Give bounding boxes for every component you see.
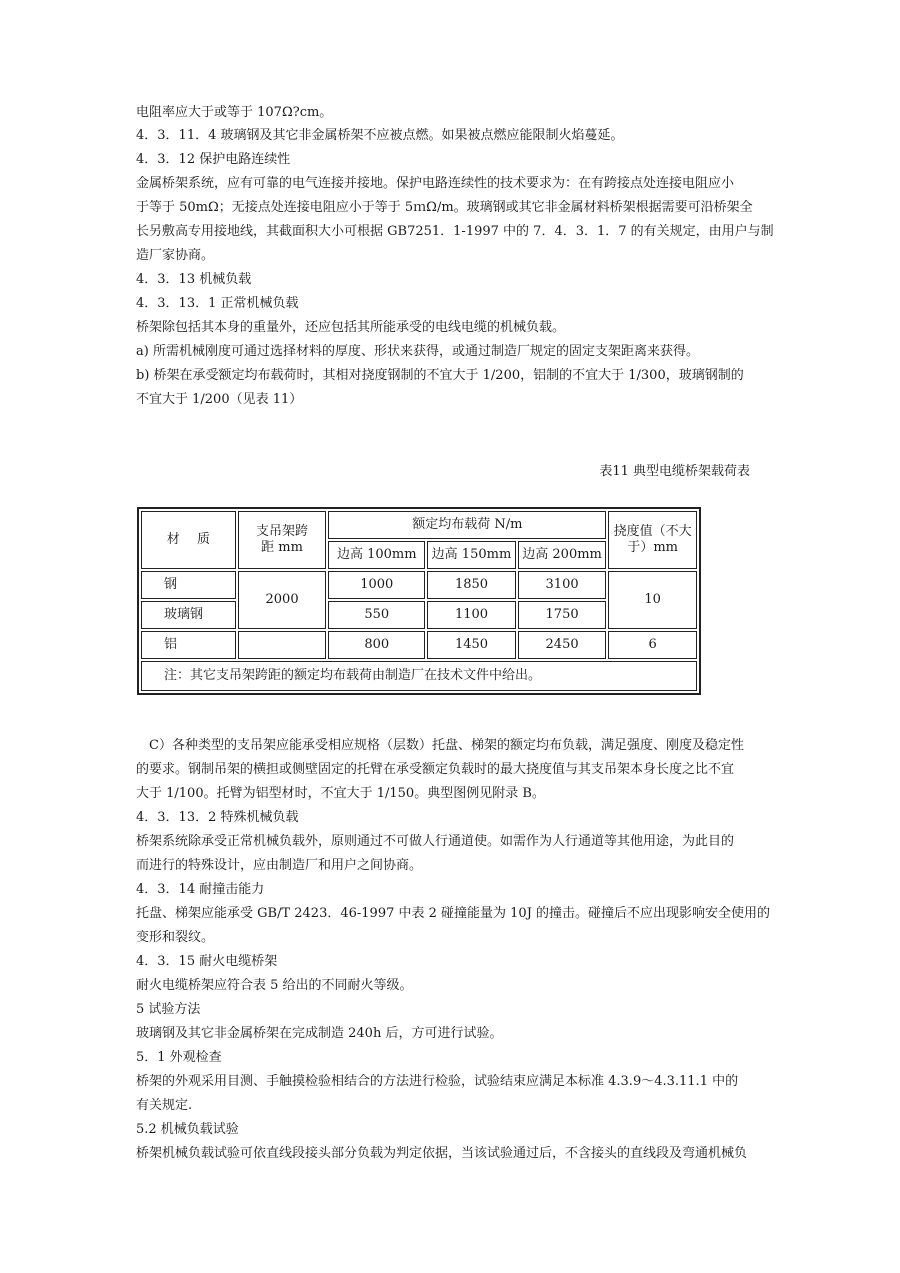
load-table: [137, 507, 701, 695]
text-line: a) 所需机械刚度可通过选择材料的厚度、形状来获得，或通过制造厂规定的固定支架距离来获得。: [136, 344, 699, 359]
section-heading: 4．3．12 保护电路连续性: [136, 152, 291, 167]
text-line: 造厂家协商。: [136, 248, 215, 263]
header-material: 材 质: [141, 511, 236, 569]
table-row: [141, 631, 697, 659]
text-line: 变形和裂纹。: [136, 930, 215, 945]
cell-material: 钢: [141, 571, 236, 599]
cell-value: 1100: [427, 601, 516, 629]
text-line: 桥架的外观采用目测、手触摸检验相结合的方法进行检验，试验结束应满足本标准 4.3.9～4.3.11.1 中的: [136, 1074, 739, 1089]
cell-value: 550: [328, 601, 425, 629]
cell-value: 2450: [518, 631, 607, 659]
section-heading: 5.2 机械负载试验: [136, 1122, 239, 1137]
text-line: 托盘、梯架应能承受 GB/T 2423．46-1997 中表 2 碰撞能量为 10J 的撞击。碰撞后不应出现影响安全使用的: [136, 906, 771, 921]
table-row: [141, 571, 697, 599]
text-line: 大于 1/100。托臂为铝型材时，不宜大于 1/150。典型图例见附录 B。: [136, 786, 545, 801]
cell-value: 1450: [427, 631, 516, 659]
text-line: 长另敷高专用接地线，其截面积大小可根据 GB7251．1-1997 中的 7．4．3．1．7 的有关规定，由用户与制: [136, 224, 774, 239]
header-deflection-line1: 挠度值（不大: [613, 524, 692, 539]
section-heading: 4．3．13．2 特殊机械负载: [136, 810, 299, 825]
text-line: C）各种类型的支吊架应能承受相应规格（层数）托盘、梯架的额定均布负载，满足强度、刚度及稳定性: [136, 738, 744, 753]
section-heading: 5 试验方法: [136, 1002, 201, 1017]
header-sub-150: 边高 150mm: [427, 541, 516, 569]
text-line: 桥架系统除承受正常机械负载外，原则通过不可做人行通道使。如需作为人行通道等其他用途，为此目的: [136, 834, 735, 849]
header-load: 额定均布载荷 N/m: [328, 511, 606, 539]
cell-deflection: 6: [608, 631, 697, 659]
cell-value: 800: [328, 631, 425, 659]
cell-span-empty: [238, 631, 327, 659]
cell-value: 3100: [518, 571, 607, 599]
text-line: 的要求。钢制吊架的横担或侧壁固定的托臂在承受额定负载时的最大挠度值与其支吊架本身长度之比不宜: [136, 762, 735, 777]
header-sub-200: 边高 200mm: [518, 541, 607, 569]
text-line: 玻璃钢及其它非金属桥架在完成制造 240h 后，方可进行试验。: [136, 1026, 503, 1041]
cell-value: 1850: [427, 571, 516, 599]
header-deflection-line2: 于）mm: [627, 540, 679, 555]
text-line: 于等于 50mΩ；无接点处连接电阻应小于等于 5ｍΩ/m。玻璃钢或其它非金属材料桥架根据需要可沿桥架全: [136, 200, 753, 215]
text-line: 耐火电缆桥架应符合表 5 给出的不同耐火等级。: [136, 978, 413, 993]
table-caption: 表11 典型电缆桥架载荷表: [599, 464, 750, 479]
text-line: 有关规定.: [136, 1098, 193, 1113]
text-line: 金属桥架系统，应有可靠的电气连接并接地。保护电路连续性的技术要求为：在有跨接点处连接电阻应小: [136, 176, 735, 191]
cell-material: 玻璃钢: [141, 601, 236, 629]
section-heading: 5．1 外观检查: [136, 1050, 222, 1065]
cell-span: 2000: [238, 571, 327, 629]
section-heading: 4．3．13．1 正常机械负载: [136, 296, 299, 311]
header-span: [238, 511, 327, 569]
header-span-line1: 支吊架跨: [256, 524, 309, 539]
table-note: 注：其它支吊架跨距的额定均布载荷由制造厂在技术文件中给出。: [141, 661, 697, 691]
header-span-line2: 距 mm: [261, 540, 303, 555]
cell-material: 铝: [141, 631, 236, 659]
text-line: 桥架除包括其本身的重量外，还应包括其所能承受的电线电缆的机械负载。: [136, 320, 566, 335]
text-line: 电阻率应大于或等于 107Ω?cm。: [136, 105, 333, 120]
cell-value: 1750: [518, 601, 607, 629]
text-line: b) 桥架在承受额定均布载荷时，其相对挠度钢制的不宜大于 1/200，铝制的不宜大于 1/300，玻璃钢制的: [136, 368, 744, 383]
cell-value: 1000: [328, 571, 425, 599]
section-heading: 4．3．14 耐撞击能力: [136, 882, 265, 897]
section-heading: 4．3．13 机械负载: [136, 272, 252, 287]
cell-deflection: 10: [608, 571, 697, 629]
text-line: 而进行的特殊设计，应由制造厂和用户之间协商。: [136, 858, 423, 873]
header-deflection: [608, 511, 697, 569]
text-line: 不宜大于 1/200（见表 11）: [136, 392, 303, 407]
section-heading: 4．3．15 耐火电缆桥架: [136, 954, 278, 969]
header-sub-100: 边高 100mm: [328, 541, 425, 569]
text-line: 4．3．11．4 玻璃钢及其它非金属桥架不应被点燃。如果被点燃应能限制火焰蔓延。: [136, 128, 624, 143]
text-line: 桥架机械负载试验可依直线段接头部分负载为判定依据，当该试验通过后，不含接头的直线段及弯通机械负: [136, 1146, 748, 1161]
